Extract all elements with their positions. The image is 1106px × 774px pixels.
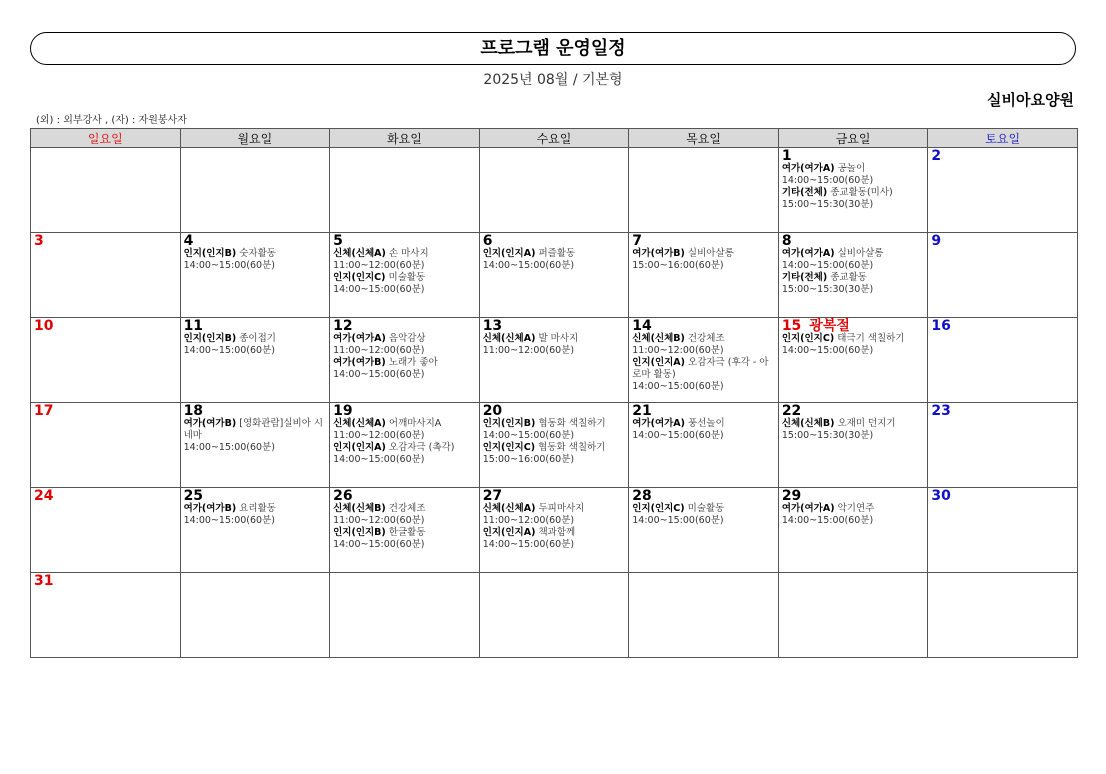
day-cell <box>629 403 779 488</box>
day-cell <box>330 488 480 573</box>
day-number: 9 <box>931 233 942 249</box>
day-number-line <box>931 404 1074 418</box>
day-number-line <box>632 404 775 418</box>
program-name: 실비아살롱 <box>687 248 734 259</box>
day-cell <box>479 148 629 233</box>
program-time: 14:00~15:00(60분) <box>781 515 874 526</box>
program-name: 건강체조 <box>687 333 725 344</box>
program-time: 14:00~15:00(60분) <box>781 175 874 186</box>
day-cell <box>180 573 330 658</box>
weekday-wednesday: 수요일 <box>479 129 629 148</box>
program-name: 협동화 색칠하기 <box>538 442 606 453</box>
program-time: 15:00~15:30(30분) <box>781 430 874 441</box>
program-time: 11:00~12:00(60분) <box>333 515 425 526</box>
program-time: 14:00~15:00(60분) <box>632 381 724 392</box>
day-number-line <box>931 234 1074 248</box>
program-name: [영화관람]실비아 시네마 <box>183 418 324 441</box>
day-number-line <box>782 319 925 333</box>
program-entry <box>333 248 476 260</box>
day-number-line <box>483 319 626 333</box>
program-name: 음악감상 <box>388 333 426 344</box>
day-cell <box>928 573 1078 658</box>
day-cell <box>629 488 779 573</box>
day-cell <box>928 488 1078 573</box>
program-category: 기타(전체) <box>781 187 828 198</box>
calendar-body <box>31 148 1078 658</box>
day-number: 17 <box>34 403 54 419</box>
program-name: 숫자활동 <box>239 248 276 259</box>
day-cell <box>180 148 330 233</box>
day-cell <box>180 233 330 318</box>
program-entry <box>184 333 327 345</box>
program-entry <box>632 333 775 345</box>
calendar-table <box>30 128 1078 658</box>
program-category: 인지(인지C) <box>333 272 386 283</box>
day-cell <box>330 318 480 403</box>
program-name: 미술활동 <box>388 272 426 283</box>
program-category: 인지(인지C) <box>632 503 685 514</box>
program-entry <box>333 333 476 345</box>
day-number-line <box>782 234 925 248</box>
program-category: 여가(여가B) <box>333 357 386 368</box>
day-number: 4 <box>183 233 194 249</box>
program-entry <box>483 333 626 345</box>
program-time: 14:00~15:00(60분) <box>183 345 275 356</box>
program-category: 여가(여가A) <box>632 418 685 429</box>
program-entry <box>333 527 476 539</box>
weekday-friday: 금요일 <box>778 129 928 148</box>
day-number: 22 <box>781 403 802 419</box>
day-cell <box>330 403 480 488</box>
day-number: 12 <box>333 318 353 334</box>
program-category: 인지(인지A) <box>482 248 536 259</box>
weekday-monday: 월요일 <box>180 129 330 148</box>
day-number: 10 <box>34 318 54 334</box>
program-category: 여가(여가A) <box>781 248 835 259</box>
day-number: 19 <box>333 403 353 419</box>
program-category: 인지(인지B) <box>333 527 386 538</box>
program-entry <box>333 418 476 430</box>
program-category: 신체(신체B) <box>632 333 685 344</box>
day-number-line <box>782 404 925 418</box>
day-number: 31 <box>34 573 54 589</box>
day-cell <box>31 233 181 318</box>
program-name: 종교활동(미사) <box>830 187 893 198</box>
weekday-tuesday: 화요일 <box>330 129 480 148</box>
program-time: 14:00~15:00(60분) <box>183 442 275 453</box>
day-number: 1 <box>781 148 792 164</box>
day-cell <box>928 318 1078 403</box>
day-number: 29 <box>781 488 802 504</box>
program-category: 여가(여가B) <box>632 248 685 259</box>
program-name: 건강체조 <box>388 503 426 514</box>
weekday-saturday: 토요일 <box>928 129 1078 148</box>
program-entry <box>184 418 327 442</box>
day-cell <box>928 148 1078 233</box>
day-number-line <box>333 234 476 248</box>
program-time: 11:00~12:00(60분) <box>333 260 425 271</box>
day-cell <box>479 318 629 403</box>
day-cell <box>330 233 480 318</box>
program-entry <box>782 272 925 284</box>
day-cell <box>31 403 181 488</box>
day-number: 28 <box>632 488 652 504</box>
program-entry <box>782 163 925 175</box>
day-number-line <box>34 574 177 588</box>
program-category: 인지(인지B) <box>183 333 237 344</box>
day-number-line <box>782 149 925 163</box>
day-number: 26 <box>333 488 353 504</box>
day-number-line <box>184 489 327 503</box>
program-category: 여가(여가A) <box>333 333 386 344</box>
day-cell <box>629 318 779 403</box>
program-time: 11:00~12:00(60분) <box>333 430 425 441</box>
program-category: 인지(인지B) <box>482 418 536 429</box>
day-cell <box>479 233 629 318</box>
month-subtitle: 2025년 08월 / 기본형 <box>483 72 623 88</box>
program-time: 11:00~12:00(60분) <box>482 515 575 526</box>
day-number: 27 <box>482 488 503 504</box>
day-cell <box>928 403 1078 488</box>
day-cell <box>778 318 928 403</box>
weekday-thursday: 목요일 <box>629 129 779 148</box>
program-category: 신체(신체A) <box>482 333 536 344</box>
program-entry <box>184 503 327 515</box>
day-cell <box>479 573 629 658</box>
day-number-line <box>632 319 775 333</box>
day-cell <box>479 403 629 488</box>
day-number-line <box>333 319 476 333</box>
weekday-header-row <box>31 129 1078 148</box>
program-entry <box>632 357 775 381</box>
page-title: 프로그램 운영일정 <box>30 32 1076 65</box>
day-number-line <box>483 404 626 418</box>
program-time: 14:00~15:00(60분) <box>333 369 425 380</box>
day-number: 11 <box>183 318 204 334</box>
day-cell <box>31 318 181 403</box>
program-name: 한글활동 <box>388 527 426 538</box>
program-time: 14:00~15:00(60분) <box>183 260 275 271</box>
day-cell <box>180 318 330 403</box>
day-number-line <box>632 489 775 503</box>
program-category: 인지(인지A) <box>632 357 685 368</box>
day-number-line <box>333 489 476 503</box>
program-time: 11:00~12:00(60분) <box>632 345 724 356</box>
program-name: 오감자극 (촉각) <box>388 442 455 453</box>
program-time: 11:00~12:00(60분) <box>333 345 425 356</box>
program-entry <box>782 187 925 199</box>
program-name: 실비아살롱 <box>837 248 884 259</box>
day-number-line <box>34 404 177 418</box>
program-entry <box>483 527 626 539</box>
program-entry <box>632 503 775 515</box>
day-number: 2 <box>931 148 942 164</box>
program-entry <box>782 503 925 515</box>
day-cell <box>928 233 1078 318</box>
program-category: 여가(여가B) <box>183 503 237 514</box>
calendar-week-row <box>31 233 1078 318</box>
day-number: 30 <box>931 488 951 504</box>
program-time: 14:00~15:00(60분) <box>482 260 575 271</box>
program-entry <box>782 418 925 430</box>
program-category: 신체(신체B) <box>333 503 386 514</box>
program-time: 15:00~15:30(30분) <box>781 284 874 295</box>
program-category: 여가(여가A) <box>781 163 835 174</box>
program-time: 14:00~15:00(60분) <box>781 345 874 356</box>
program-name: 책과함께 <box>538 527 576 538</box>
program-time: 14:00~15:00(60분) <box>632 430 724 441</box>
day-number-line <box>931 319 1074 333</box>
program-name: 요리활동 <box>239 503 276 514</box>
day-number-line <box>931 149 1074 163</box>
day-number: 24 <box>34 488 54 504</box>
day-number-line <box>184 404 327 418</box>
organization-name: 실비아요양원 <box>987 91 1074 109</box>
day-number-line <box>931 489 1074 503</box>
program-time: 14:00~15:00(60분) <box>333 284 425 295</box>
program-time: 14:00~15:00(60분) <box>781 260 874 271</box>
day-cell <box>778 488 928 573</box>
day-cell <box>330 148 480 233</box>
program-category: 신체(신체A) <box>482 503 536 514</box>
day-number: 8 <box>781 233 792 249</box>
program-time: 11:00~12:00(60분) <box>482 345 575 356</box>
program-category: 인지(인지A) <box>333 442 386 453</box>
program-entry <box>782 333 925 345</box>
program-entry <box>333 357 476 369</box>
day-number-line <box>782 489 925 503</box>
program-entry <box>333 442 476 454</box>
day-number-line <box>333 404 476 418</box>
program-category: 여가(여가A) <box>781 503 835 514</box>
day-number: 7 <box>632 233 642 249</box>
calendar-week-row <box>31 573 1078 658</box>
day-number-line <box>184 234 327 248</box>
calendar-week-row <box>31 148 1078 233</box>
program-time: 14:00~15:00(60분) <box>632 515 724 526</box>
program-entry <box>483 442 626 454</box>
program-category: 인지(인지B) <box>183 248 237 259</box>
legend-note: (외) : 외부강사 , (자) : 자원봉사자 <box>36 115 187 126</box>
program-name: 두피마사지 <box>538 503 585 514</box>
program-time: 15:00~15:30(30분) <box>781 199 874 210</box>
calendar-week-row <box>31 403 1078 488</box>
program-name: 협동화 색칠하기 <box>538 418 606 429</box>
day-number: 23 <box>931 403 951 419</box>
weekday-sunday: 일요일 <box>31 129 181 148</box>
program-category: 신체(신체B) <box>781 418 835 429</box>
day-cell <box>778 148 928 233</box>
calendar-week-row <box>31 318 1078 403</box>
program-name: 어깨마사지A <box>388 418 442 429</box>
program-name: 태극기 색칠하기 <box>837 333 905 344</box>
day-number: 18 <box>183 403 204 419</box>
day-number: 15 <box>781 318 802 334</box>
program-time: 15:00~16:00(60분) <box>482 454 575 465</box>
program-time: 15:00~16:00(60분) <box>632 260 724 271</box>
day-cell <box>31 573 181 658</box>
program-name: 퍼즐활동 <box>538 248 576 259</box>
day-number-line <box>34 489 177 503</box>
day-number-line <box>632 234 775 248</box>
program-name: 손 마사지 <box>388 248 429 259</box>
program-time: 14:00~15:00(60분) <box>482 430 575 441</box>
program-name: 종이접기 <box>239 333 276 344</box>
program-entry <box>333 503 476 515</box>
day-number: 20 <box>482 403 503 419</box>
day-number: 3 <box>34 233 44 249</box>
program-category: 기타(전체) <box>781 272 828 283</box>
day-cell <box>778 233 928 318</box>
program-entry <box>632 248 775 260</box>
program-name: 미술활동 <box>687 503 725 514</box>
day-number: 21 <box>632 403 652 419</box>
day-number-line <box>483 234 626 248</box>
day-cell <box>778 403 928 488</box>
program-entry <box>782 248 925 260</box>
day-number-line <box>483 489 626 503</box>
day-cell <box>180 403 330 488</box>
program-category: 신체(신체A) <box>333 418 386 429</box>
calendar-week-row <box>31 488 1078 573</box>
program-name: 오재미 던지기 <box>837 418 896 429</box>
day-number-line <box>34 319 177 333</box>
day-number-line <box>34 234 177 248</box>
day-cell <box>629 148 779 233</box>
program-entry <box>483 418 626 430</box>
program-time: 14:00~15:00(60분) <box>482 539 575 550</box>
day-number-line <box>184 319 327 333</box>
program-category: 인지(인지C) <box>482 442 536 453</box>
day-number: 6 <box>482 233 493 249</box>
holiday-name: 광복절 <box>809 318 850 334</box>
day-cell <box>180 488 330 573</box>
day-cell <box>31 148 181 233</box>
program-time: 14:00~15:00(60분) <box>333 454 425 465</box>
day-cell <box>31 488 181 573</box>
program-entry <box>184 248 327 260</box>
day-number: 13 <box>482 318 503 334</box>
program-category: 인지(인지A) <box>482 527 536 538</box>
program-category: 인지(인지C) <box>781 333 835 344</box>
program-entry <box>483 248 626 260</box>
program-name: 풍선놀이 <box>688 418 725 429</box>
day-cell <box>629 573 779 658</box>
day-number: 14 <box>632 318 652 334</box>
program-entry <box>483 503 626 515</box>
program-category: 신체(신체A) <box>333 248 386 259</box>
program-name: 오감자극 (후각 - 아로마 활동) <box>632 357 769 380</box>
program-category: 여가(여가B) <box>183 418 237 429</box>
day-cell <box>629 233 779 318</box>
program-name: 공놀이 <box>837 163 866 174</box>
program-name: 노래가 좋아 <box>388 357 438 368</box>
day-number: 16 <box>931 318 951 334</box>
day-cell <box>778 573 928 658</box>
day-cell <box>330 573 480 658</box>
day-cell <box>479 488 629 573</box>
program-entry <box>632 418 775 430</box>
program-name: 종교활동 <box>830 272 867 283</box>
program-entry <box>333 272 476 284</box>
program-name: 악기연주 <box>837 503 875 514</box>
day-number: 25 <box>183 488 204 504</box>
day-number: 5 <box>333 233 343 249</box>
program-time: 14:00~15:00(60분) <box>333 539 425 550</box>
program-name: 발 마사지 <box>538 333 579 344</box>
program-time: 14:00~15:00(60분) <box>183 515 275 526</box>
